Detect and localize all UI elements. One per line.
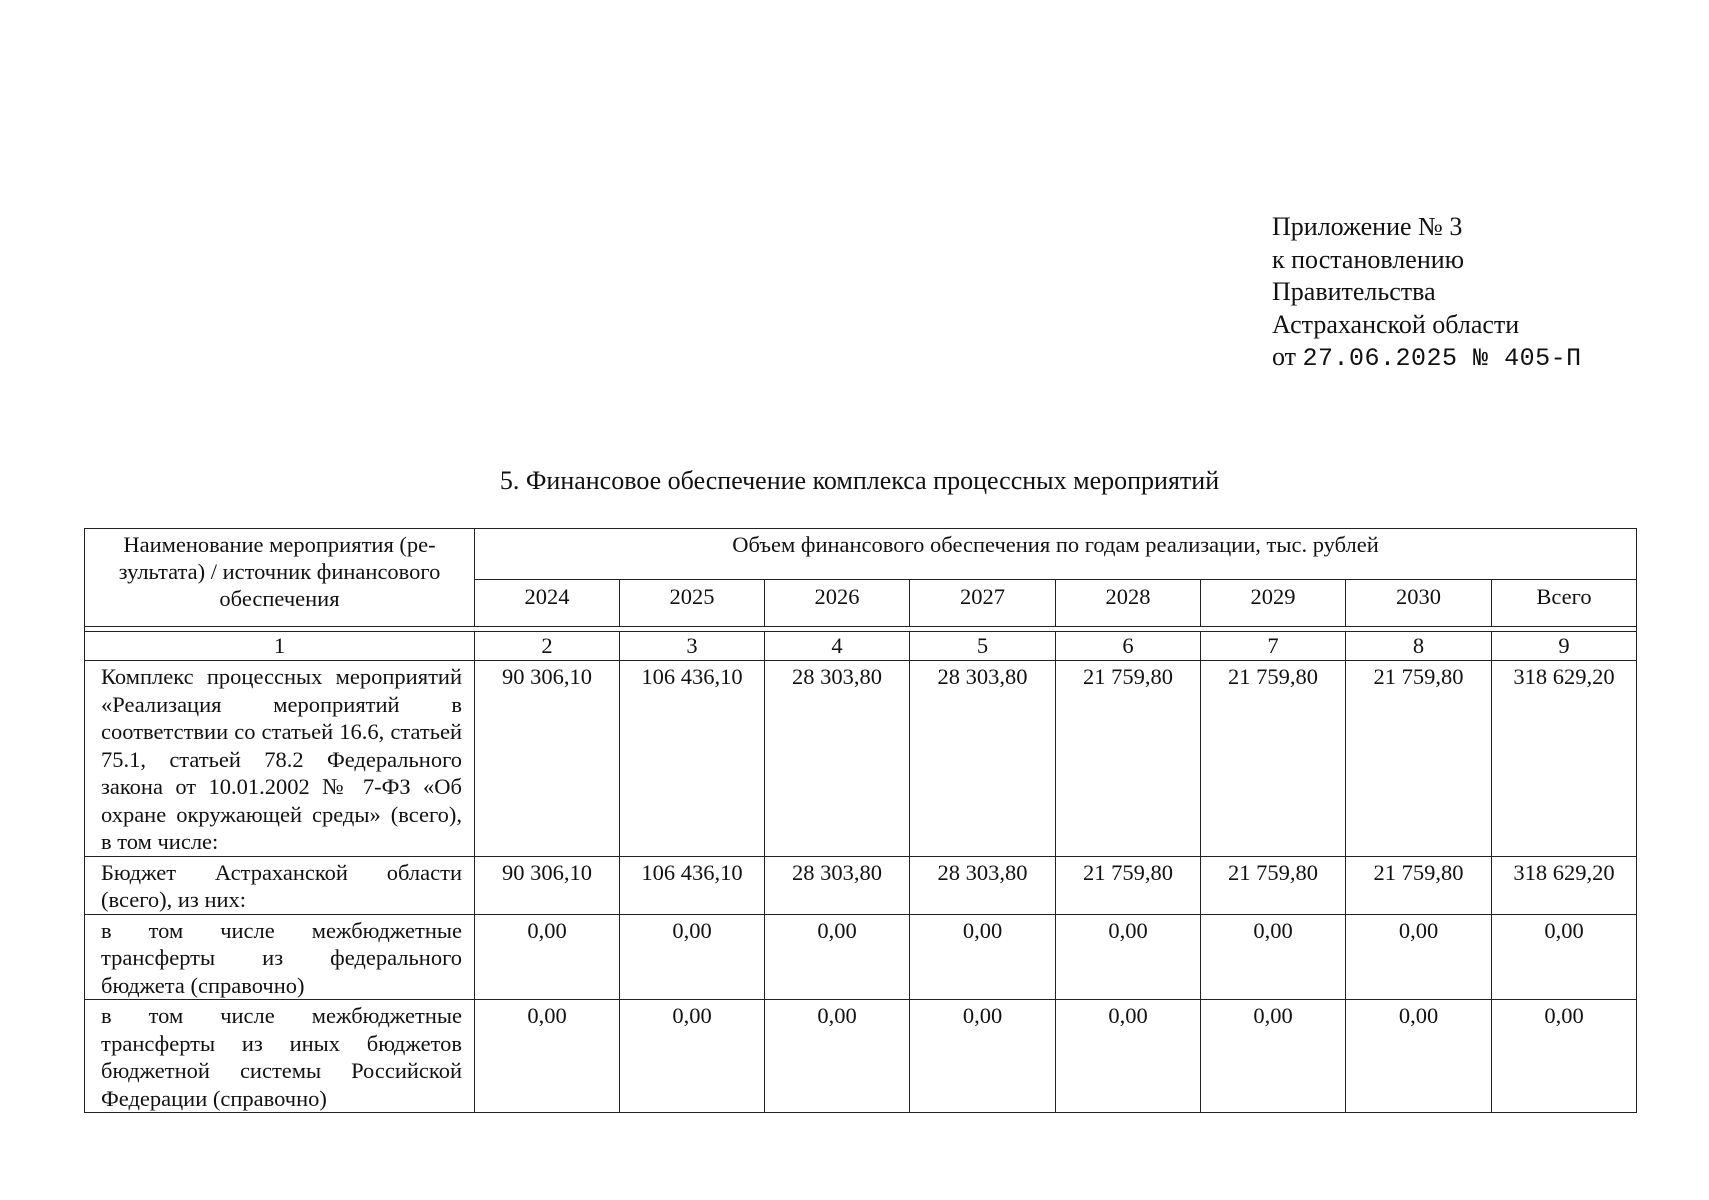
section-title: 5. Финансовое обеспечение комплекса процессных мероприятий	[499, 466, 1220, 495]
row-value-cell: 21 759,80	[1346, 856, 1492, 914]
table-row	[85, 661, 1637, 857]
header-total-cell: Всего	[1492, 580, 1637, 627]
row-value-cell: 0,00	[765, 1000, 910, 1113]
row-name-cell: в том числе межбюджетные трансферты из иных бюджетов бюджетной системы Российской Федерации (справочно)	[85, 1000, 475, 1113]
row-total-cell: 318 629,20	[1492, 661, 1637, 857]
header-year-cell: 2027	[910, 580, 1056, 627]
row-name-cell: Бюджет Астраханской области (всего), из них:	[85, 856, 475, 914]
row-value-cell: 28 303,80	[765, 856, 910, 914]
header-year-cell: 2029	[1201, 580, 1346, 627]
row-name-cell: Комплекс процессных мероприятий «Реализация мероприятий в соответствии со статьей 16.6, статьей 75.1, статьей 78.2 Федерального закона от 10.01.2002 № 7-ФЗ «Об охране окружающей среды» (всего), в том числе:	[85, 661, 475, 857]
table-row	[85, 914, 1637, 1000]
header-year-cell: 2028	[1056, 580, 1201, 627]
row-value-cell: 106 436,10	[620, 856, 765, 914]
header-year-cell: 2030	[1346, 580, 1492, 627]
appendix-date-prefix: от	[1272, 342, 1297, 371]
row-value-cell: 21 759,80	[1201, 856, 1346, 914]
column-number-cell: 4	[765, 632, 910, 661]
header-year-cell: 2024	[475, 580, 620, 627]
row-value-cell: 0,00	[910, 1000, 1056, 1113]
row-value-cell: 21 759,80	[1201, 661, 1346, 857]
column-number-cell: 3	[620, 632, 765, 661]
column-number-cell: 2	[475, 632, 620, 661]
row-total-cell: 318 629,20	[1492, 856, 1637, 914]
row-value-cell: 21 759,80	[1346, 661, 1492, 857]
row-value-cell: 0,00	[620, 1000, 765, 1113]
row-value-cell: 0,00	[475, 1000, 620, 1113]
header-row-top	[85, 529, 1637, 580]
row-value-cell: 0,00	[1201, 1000, 1346, 1113]
row-value-cell: 0,00	[1056, 914, 1201, 1000]
row-value-cell: 0,00	[1056, 1000, 1201, 1113]
column-number-cell: 9	[1492, 632, 1637, 661]
row-value-cell: 0,00	[620, 914, 765, 1000]
column-number-cell: 7	[1201, 632, 1346, 661]
header-year-cell: 2026	[765, 580, 910, 627]
row-value-cell: 28 303,80	[910, 661, 1056, 857]
appendix-region: Астраханской области	[1272, 309, 1520, 339]
header-name-cell: Наименование мероприятия (ре-зультата) / источник финансового обеспечения	[85, 529, 475, 627]
row-value-cell: 90 306,10	[475, 856, 620, 914]
column-number-cell: 1	[85, 632, 475, 661]
column-number-cell: 8	[1346, 632, 1492, 661]
appendix-number: Приложение № 3	[1272, 212, 1463, 241]
row-value-cell: 28 303,80	[910, 856, 1056, 914]
row-value-cell: 28 303,80	[765, 661, 910, 857]
row-total-cell: 0,00	[1492, 1000, 1637, 1113]
row-value-cell: 0,00	[1201, 914, 1346, 1000]
financing-table	[84, 528, 1637, 1113]
header-volume-cell: Объем финансового обеспечения по годам реализации, тыс. рублей	[475, 529, 1637, 580]
appendix-date-stamp: 27.06.2025 № 405-П	[1302, 344, 1582, 373]
appendix-to-resolution: к постановлению	[1272, 244, 1465, 274]
appendix-date-line	[1272, 341, 1582, 376]
table-row	[85, 856, 1637, 914]
column-number-cell: 5	[910, 632, 1056, 661]
row-value-cell: 0,00	[475, 914, 620, 1000]
row-value-cell: 21 759,80	[1056, 856, 1201, 914]
row-value-cell: 21 759,80	[1056, 661, 1201, 857]
row-value-cell: 106 436,10	[620, 661, 765, 857]
row-value-cell: 90 306,10	[475, 661, 620, 857]
column-number-cell: 6	[1056, 632, 1201, 661]
row-value-cell: 0,00	[1346, 914, 1492, 1000]
row-value-cell: 0,00	[910, 914, 1056, 1000]
appendix-government: Правительства	[1272, 277, 1436, 306]
row-value-cell: 0,00	[1346, 1000, 1492, 1113]
appendix-header	[1272, 211, 1582, 376]
row-total-cell: 0,00	[1492, 914, 1637, 1000]
row-name-cell: в том числе межбюджетные трансферты из федерального бюджета (справочно)	[85, 914, 475, 1000]
header-year-cell: 2025	[620, 580, 765, 627]
table-row	[85, 1000, 1637, 1113]
row-value-cell: 0,00	[765, 914, 910, 1000]
column-number-row	[85, 632, 1637, 661]
